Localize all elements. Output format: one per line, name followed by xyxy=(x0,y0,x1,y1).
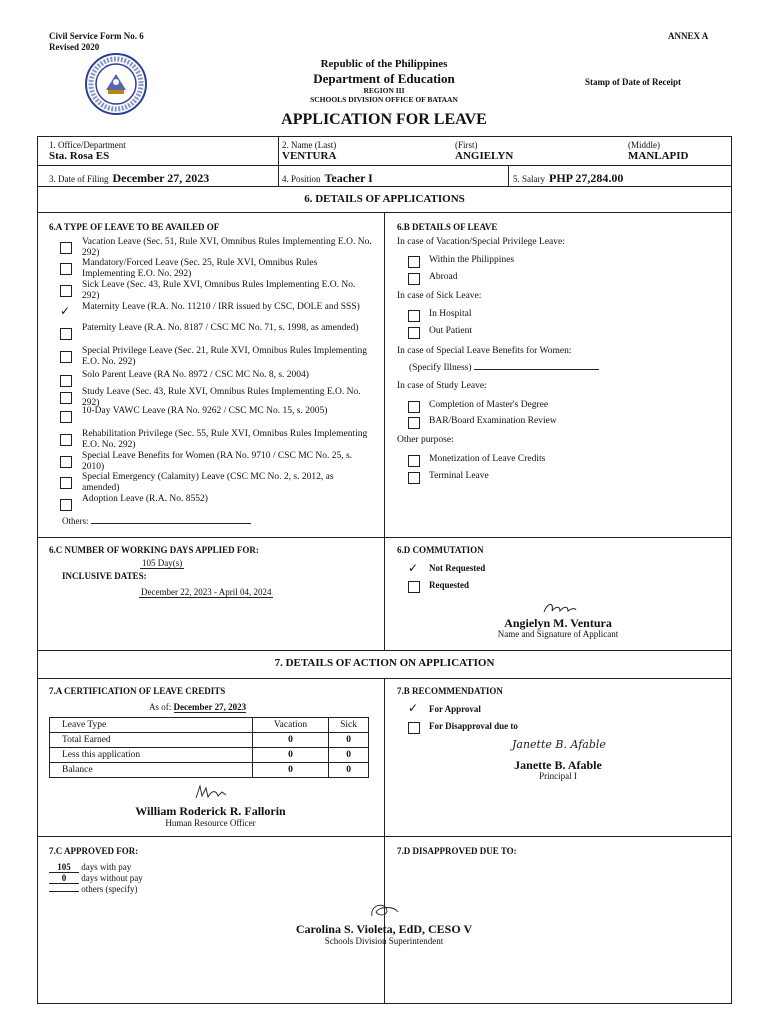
for-approval-label: For Approval xyxy=(429,704,481,714)
section-6d-title: 6.D COMMUTATION xyxy=(397,545,484,555)
hr-officer-title: Human Resource Officer xyxy=(165,818,256,828)
applicant-signature-icon xyxy=(542,600,578,616)
masters-label: Completion of Master's Degree xyxy=(429,400,549,410)
leave-type-checkbox[interactable] xyxy=(60,263,72,275)
leave-type-checkbox[interactable] xyxy=(60,434,72,446)
leave-type-label: Special Emergency (Calamity) Leave (CSC MC No. 2, s. 2012, as amended) xyxy=(82,472,334,493)
working-days-value: 105 Day(s) xyxy=(142,558,183,568)
monetization-label: Monetization of Leave Credits xyxy=(429,454,546,464)
sick-cell: 0 xyxy=(329,763,369,778)
leave-type-label: Special Leave Benefits for Women (RA No. 9710 / CSC MC No. 25, s. 2010) xyxy=(82,451,353,472)
leave-type-label: Rehabilitation Privilege (Sec. 55, Rule XVI, Omnibus Rules Implementing E.O. No. 292) xyxy=(82,429,368,450)
sds-title: Schools Division Superintendent xyxy=(324,936,444,946)
leave-type-check-icon[interactable]: ✓ xyxy=(60,304,71,318)
office-value: Sta. Rosa ES xyxy=(49,150,110,162)
study-case-label: In case of Study Leave: xyxy=(397,381,487,391)
name-first-label: (First) xyxy=(455,140,478,150)
hr-officer-name: William Roderick R. Fallorin xyxy=(135,804,286,818)
in-hospital-label: In Hospital xyxy=(429,309,472,319)
leave-type-label: Vacation Leave (Sec. 51, Rule XVI, Omnibus Rules Implementing E.O. No. 292) xyxy=(82,237,372,258)
specify-illness-label: (Specify Illness) xyxy=(409,363,472,373)
table-header-row xyxy=(50,718,369,733)
sick-cell: 0 xyxy=(329,748,369,763)
as-of-label: As of: xyxy=(149,702,172,712)
leave-type-label: Maternity Leave (R.A. No. 11210 / IRR issued by CSC, DOLE and SSS) xyxy=(82,302,360,312)
applicant-caption: Name and Signature of Applicant xyxy=(497,629,619,639)
col-leave-type: Leave Type xyxy=(50,718,253,733)
other-purpose-label: Other purpose: xyxy=(397,435,454,445)
row-label: Less this application xyxy=(50,748,253,763)
not-requested-check-icon[interactable]: ✓ xyxy=(408,561,419,575)
leave-type-label: Paternity Leave (R.A. No. 8187 / CSC MC No. 71, s. 1998, as amended) xyxy=(82,323,359,333)
name-middle-label: (Middle) xyxy=(628,140,660,150)
leave-type-checkbox[interactable] xyxy=(60,351,72,363)
sick-case-label: In case of Sick Leave: xyxy=(397,291,482,301)
requested-label: Requested xyxy=(429,580,469,590)
section-7d-title: 7.D DISAPPROVED DUE TO: xyxy=(397,846,517,856)
leave-type-label: 10-Day VAWC Leave (RA No. 9262 / CSC MC No. 15, s. 2005) xyxy=(82,406,328,416)
section-7b-title: 7.B RECOMMENDATION xyxy=(397,686,503,696)
out-patient-checkbox[interactable] xyxy=(408,327,420,339)
masters-checkbox[interactable] xyxy=(408,401,420,413)
department-line: Department of Education xyxy=(313,71,455,86)
leave-type-checkbox[interactable] xyxy=(60,456,72,468)
terminal-leave-checkbox[interactable] xyxy=(408,472,420,484)
table-row xyxy=(50,763,369,778)
col-sick: Sick xyxy=(329,718,369,733)
others-specify-input[interactable] xyxy=(49,891,79,892)
bar-review-checkbox[interactable] xyxy=(408,417,420,429)
inclusive-dates-label: INCLUSIVE DATES: xyxy=(62,571,147,581)
section-7a-title: 7.A CERTIFICATION OF LEAVE CREDITS xyxy=(49,686,226,696)
specify-illness-input[interactable] xyxy=(474,369,599,370)
region-line: REGION III xyxy=(363,86,405,95)
col-vacation: Vacation xyxy=(252,718,328,733)
applicant-name: Angielyn M. Ventura xyxy=(504,616,612,630)
abroad-label: Abroad xyxy=(429,272,458,282)
within-ph-label: Within the Philippines xyxy=(429,255,515,265)
monetization-checkbox[interactable] xyxy=(408,455,420,467)
abroad-checkbox[interactable] xyxy=(408,273,420,285)
row-label: Total Earned xyxy=(50,733,253,748)
in-hospital-checkbox[interactable] xyxy=(408,310,420,322)
leave-type-label: Mandatory/Forced Leave (Sec. 25, Rule XVI, Omnibus Rules Implementing E.O. No. 292) xyxy=(82,258,318,279)
salary-label: 5. Salary xyxy=(513,174,545,184)
days-with-pay-value: 105 xyxy=(49,862,79,873)
division-line: SCHOOLS DIVISION OFFICE OF BATAAN xyxy=(310,95,458,104)
form-revised: Revised 2020 xyxy=(49,42,100,52)
out-patient-label: Out Patient xyxy=(429,326,473,336)
others-input[interactable] xyxy=(91,523,251,524)
leave-type-checkbox[interactable] xyxy=(60,328,72,340)
table-row xyxy=(50,748,369,763)
office-label: 1. Office/Department xyxy=(49,140,126,150)
principal-name: Janette B. Afable xyxy=(514,758,602,772)
days-with-pay-label: days with pay xyxy=(81,862,132,872)
leave-type-checkbox[interactable] xyxy=(60,285,72,297)
page-title: APPLICATION FOR LEAVE xyxy=(281,111,487,128)
leave-type-label: Special Privilege Leave (Sec. 21, Rule XVI, Omnibus Rules Implementing E.O. No. 292) xyxy=(82,346,367,367)
days-without-pay-value: 0 xyxy=(49,873,79,884)
last-name-value: VENTURA xyxy=(282,150,337,162)
section-7-title: 7. DETAILS OF ACTION ON APPLICATION xyxy=(274,657,495,669)
vacation-cell: 0 xyxy=(252,733,328,748)
leave-type-checkbox[interactable] xyxy=(60,392,72,404)
stamp-label: Stamp of Date of Receipt xyxy=(585,77,681,87)
for-disapproval-checkbox[interactable] xyxy=(408,722,420,734)
others-specify-label: others (specify) xyxy=(81,884,138,894)
leave-type-label: Adoption Leave (R.A. No. 8552) xyxy=(82,494,208,504)
name-last-label: 2. Name (Last) xyxy=(282,140,337,150)
vacation-cell: 0 xyxy=(252,763,328,778)
leave-type-checkbox[interactable] xyxy=(60,499,72,511)
filing-date-label: 3. Date of Filing xyxy=(49,174,109,184)
as-of-value: December 27, 2023 xyxy=(173,702,247,712)
vacation-cell: 0 xyxy=(252,748,328,763)
days-without-pay-label: days without pay xyxy=(81,873,143,883)
for-disapproval-label: For Disapproval due to xyxy=(429,721,518,731)
section-7c-title: 7.C APPROVED FOR: xyxy=(49,846,139,856)
annex-label: ANNEX A xyxy=(668,31,709,41)
sds-name: Carolina S. Violeta, EdD, CESO V xyxy=(295,922,473,936)
form-number: Civil Service Form No. 6 xyxy=(49,31,144,41)
requested-checkbox[interactable] xyxy=(408,581,420,593)
for-approval-check-icon[interactable]: ✓ xyxy=(408,701,419,715)
vacation-case-label: In case of Vacation/Special Privilege Leave: xyxy=(397,237,565,247)
principal-title: Principal I xyxy=(539,771,577,781)
leave-credits-table xyxy=(49,717,369,778)
sick-cell: 0 xyxy=(329,733,369,748)
section-6c-title: 6.C NUMBER OF WORKING DAYS APPLIED FOR: xyxy=(49,545,259,555)
salary-value: PHP 27,284.00 xyxy=(549,171,624,185)
table-row xyxy=(50,733,369,748)
others-label: Others: xyxy=(62,516,89,526)
section-6b-title: 6.B DETAILS OF LEAVE xyxy=(397,222,498,232)
principal-signature: Janette B. Afable xyxy=(512,738,606,751)
within-ph-checkbox[interactable] xyxy=(408,256,420,268)
leave-type-label: Sick Leave (Sec. 43, Rule XVI, Omnibus Rules Implementing E.O. No. 292) xyxy=(82,280,356,301)
middle-name-value: MANLAPID xyxy=(628,150,689,162)
sds-signature-icon xyxy=(366,900,402,922)
leave-type-label: Solo Parent Leave (RA No. 8972 / CSC MC No. 8, s. 2004) xyxy=(82,370,309,380)
terminal-leave-label: Terminal Leave xyxy=(429,471,489,481)
not-requested-label: Not Requested xyxy=(429,563,486,573)
first-name-value: ANGIELYN xyxy=(455,150,514,162)
inclusive-dates-value: December 22, 2023 - April 04, 2024 xyxy=(141,587,272,597)
row-label: Balance xyxy=(50,763,253,778)
leave-type-checkbox[interactable] xyxy=(60,375,72,387)
leave-type-label: Study Leave (Sec. 43, Rule XVI, Omnibus Rules Implementing E.O. No. 292) xyxy=(82,387,361,408)
bar-review-label: BAR/Board Examination Review xyxy=(429,416,557,426)
section-6-title: 6. DETAILS OF APPLICATIONS xyxy=(304,193,465,205)
section-6a-title: 6.A TYPE OF LEAVE TO BE AVAILED OF xyxy=(49,222,220,232)
position-value: Teacher I xyxy=(324,171,373,185)
leave-type-checkbox[interactable] xyxy=(60,411,72,423)
republic-line: Republic of the Philippines xyxy=(320,58,448,70)
position-label: 4. Position xyxy=(282,174,321,184)
filing-date-value: December 27, 2023 xyxy=(112,171,210,185)
hr-signature-icon xyxy=(192,782,228,802)
leave-type-checkbox[interactable] xyxy=(60,477,72,489)
leave-type-checkbox[interactable] xyxy=(60,242,72,254)
women-case-label: In case of Special Leave Benefits for Women: xyxy=(397,346,572,356)
